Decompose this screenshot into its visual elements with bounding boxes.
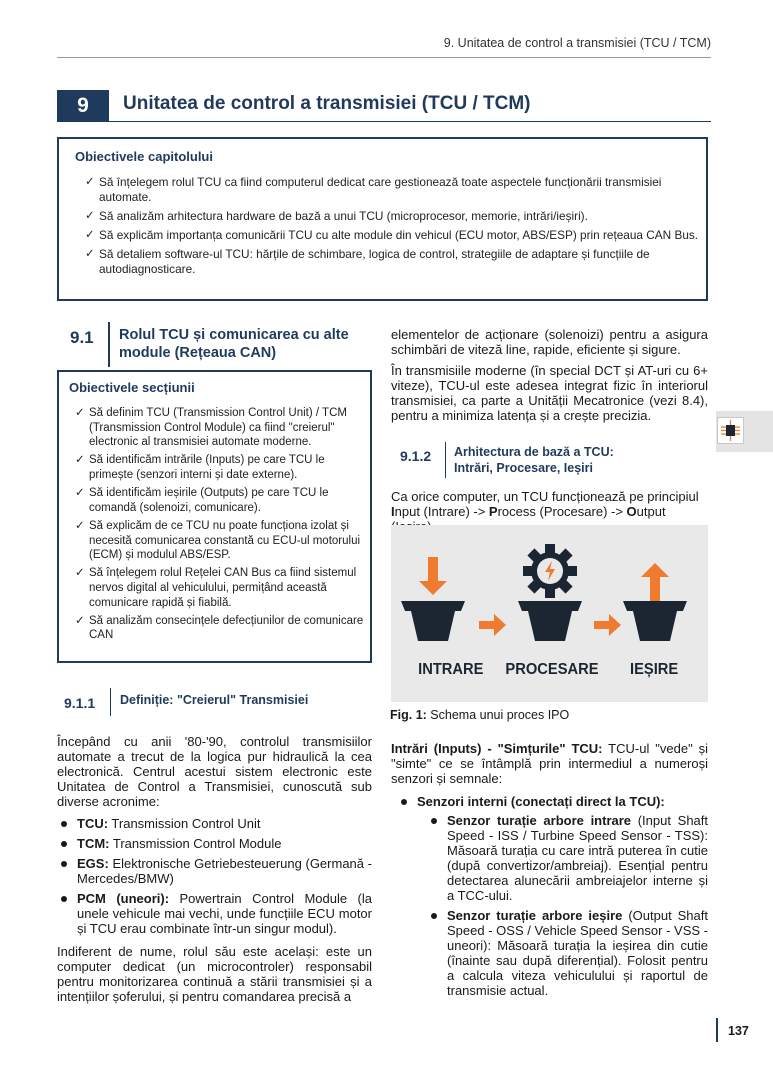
subsection-title: Definiție: "Creierul" Transmisiei xyxy=(120,693,309,707)
section-divider xyxy=(108,322,110,367)
modern-paragraph: În transmisiile moderne (în special DCT și AT-uri cu 6+ viteze), TCU-ul este adesea integrat fizic în interiorul transmisiei, ca parte a Unității Mecatronice (vezi 8.4), pentru a minimiza latența și a crește precizia. xyxy=(391,363,708,423)
checkmark-icon: ✓ xyxy=(75,487,85,500)
chapter-title: Unitatea de control a transmisiei (TCU / TCM) xyxy=(123,93,531,114)
list-item: ✓ Să identificăm ieșirile (Outputs) pe care TCU le comandă (solenoizi, comunicare). xyxy=(75,487,329,514)
process-pot-icon xyxy=(518,601,582,641)
inputs-paragraph: Intrări (Inputs) - "Simțurile" TCU: TCU-ul "vede" și "simte" ce se întâmplă prin intermediul a numeroși senzori și semnale: xyxy=(391,741,708,786)
checkmark-icon: ✓ xyxy=(75,567,85,580)
section-objectives-box xyxy=(57,370,372,663)
ipo-diagram xyxy=(391,525,708,702)
gear-icon xyxy=(523,544,577,598)
list-item: ✓ Să detaliem software-ul TCU: hărțile de schimbare, logica de control, strategiile de adaptare și funcțiile de autodiagnosticare. xyxy=(85,247,650,276)
list-item: Senzori interni (conectați direct la TCU): xyxy=(397,794,708,809)
input-arrow-icon xyxy=(419,557,447,595)
arrow-right-icon xyxy=(594,614,621,636)
checkmark-icon: ✓ xyxy=(75,407,85,419)
list-item: Senzor turație arbore ieșire (Output Shaft Speed - OSS / Vehicle Speed Sensor - VSS - uneori): Măsoară turația la ieșirea din cutie (înainte sau după diferențial). Folosit pentru a calcula viteza vehiculului și raportul de transmisie actual. xyxy=(427,908,708,998)
header-divider xyxy=(57,57,711,58)
list-item: ✓ Să analizăm arhitectura hardware de bază a unui TCU (microprocesor, memorie, intrări/ieșiri). xyxy=(85,209,588,223)
chapter-objectives-heading: Obiectivele capitolului xyxy=(75,149,213,164)
list-item: ✓ Să identificăm intrările (Inputs) pe care TCU le primește (senzori interni și date externe). xyxy=(75,454,325,481)
subsection-number: 9.1.1 xyxy=(64,695,96,711)
page-number: 137 xyxy=(728,1024,749,1038)
section-objectives-heading: Obiectivele secțiunii xyxy=(69,380,195,395)
list-item: ✓ Să înțelegem rolul Rețelei CAN Bus ca fiind sistemul nervos digital al vehiculului, permițând această comunicare rapidă și fiabilă. xyxy=(75,567,357,609)
output-pot-icon xyxy=(623,601,687,641)
list-item: ✓ Să explicăm importanța comunicării TCU cu alte module din vehicul (ECU motor, ABS/ESP) prin rețeaua CAN Bus. xyxy=(85,228,699,242)
section-objectives-list xyxy=(75,406,365,646)
subsection-divider xyxy=(110,688,111,716)
list-item: ✓ Să înțelegem rolul TCU ca fiind computerul dedicat care gestionează toate aspectele funcționării transmisiei automate. xyxy=(85,175,662,204)
list-item: TCM: Transmission Control Module xyxy=(57,836,372,851)
checkmark-icon: ✓ xyxy=(75,454,85,467)
list-item: EGS: Elektronische Getriebesteuerung (Germană - Mercedes/BMW) xyxy=(57,856,372,886)
intro-paragraph: Începând cu anii '80-'90, controlul transmisiilor automate a trecut de la logica pur hidraulică la cea electronică. Centrul acestui sistem electronic este Unitatea de Control a Transmisiei, cunoscută sub diverse acronime: xyxy=(57,734,372,809)
ipo-paragraph: Ca orice computer, un TCU funcționează pe principiul Input (Intrare) -> Process (Procesare) -> Output xyxy=(391,489,699,519)
subsection-title: Arhitectura de bază a TCU: Intrări, Procesare, Ieșiri xyxy=(454,445,614,475)
checkmark-icon: ✓ xyxy=(85,229,95,241)
checkmark-icon: ✓ xyxy=(75,614,85,627)
chip-icon xyxy=(717,417,744,444)
chapter-objectives-box xyxy=(57,137,708,301)
figure-caption: Fig. 1: Schema unui proces IPO xyxy=(390,708,570,722)
section-number: 9.1 xyxy=(70,328,94,347)
list-item: TCU: Transmission Control Unit xyxy=(57,816,372,831)
ipo-figure xyxy=(391,525,708,702)
checkmark-icon: ✓ xyxy=(85,210,95,222)
section-title: Rolul TCU și comunicarea cu alte module (Rețeaua CAN) xyxy=(119,327,349,361)
chapter-number: 9 xyxy=(57,90,109,122)
list-item: ✓ Să definim TCU (Transmission Control Unit) / TCM (Transmission Control Module) ca fiind "creierul" electronic al transmisiei automate moderne. xyxy=(75,407,347,449)
ipo-label-output: IEȘIRE xyxy=(630,660,679,679)
chapter-underline xyxy=(109,121,711,122)
checkmark-icon: ✓ xyxy=(75,519,85,532)
list-item: Senzor turație arbore intrare (Input Shaft Speed - ISS / Turbine Speed Sensor - TSS): Măsoară turația cu care intră puterea în cutie (după convertizor/ambreiaj). Esențial pentru detectarea alunecării ambreiajelor interne și a TCC-ului. xyxy=(427,813,708,903)
ipo-label-process: PROCESARE xyxy=(505,660,599,679)
ipo-label-input: INTRARE xyxy=(418,660,484,679)
arrow-right-icon xyxy=(479,614,506,636)
internal-sensors-list xyxy=(397,794,708,814)
output-arrow-icon xyxy=(641,563,669,601)
subsection-divider xyxy=(445,442,446,478)
checkmark-icon: ✓ xyxy=(85,176,95,188)
subsection-number: 9.1.2 xyxy=(400,448,432,464)
chapter-objectives-list xyxy=(85,175,699,281)
continuation-paragraph: elementelor de acționare (solenoizi) pentru a asigura schimbări de viteză line, rapide, eficiente și sigure. xyxy=(391,327,708,357)
list-item: ✓ Să analizăm consecințele defecțiunilor de comunicare CAN xyxy=(75,614,364,642)
list-item: PCM (uneori): Powertrain Control Module (la unele vehicule mai vechi, unde funcțiile ECU motor și TCU erau combinate într-un singur modul). xyxy=(57,891,372,936)
list-item: ✓ Să explicăm de ce TCU nu poate funcționa izolat și necesită comunicarea constantă cu ECU-ul motorului (ECM) și modulul ABS/ESP. xyxy=(75,519,361,562)
footer-divider xyxy=(716,1018,718,1042)
running-header: 9. Unitatea de control a transmisiei (TCU / TCM) xyxy=(443,36,711,50)
checkmark-icon: ✓ xyxy=(85,248,95,260)
input-pot-icon xyxy=(401,601,465,641)
acronym-list xyxy=(57,816,372,941)
closing-paragraph: Indiferent de nume, rolul său este același: este un computer dedicat (un microcontroler) responsabil pentru monitorizarea continuă a stării transmisiei și a intențiilor șoferului, și pentru comandarea precisă a xyxy=(57,944,372,1004)
sensor-list xyxy=(427,813,708,1003)
